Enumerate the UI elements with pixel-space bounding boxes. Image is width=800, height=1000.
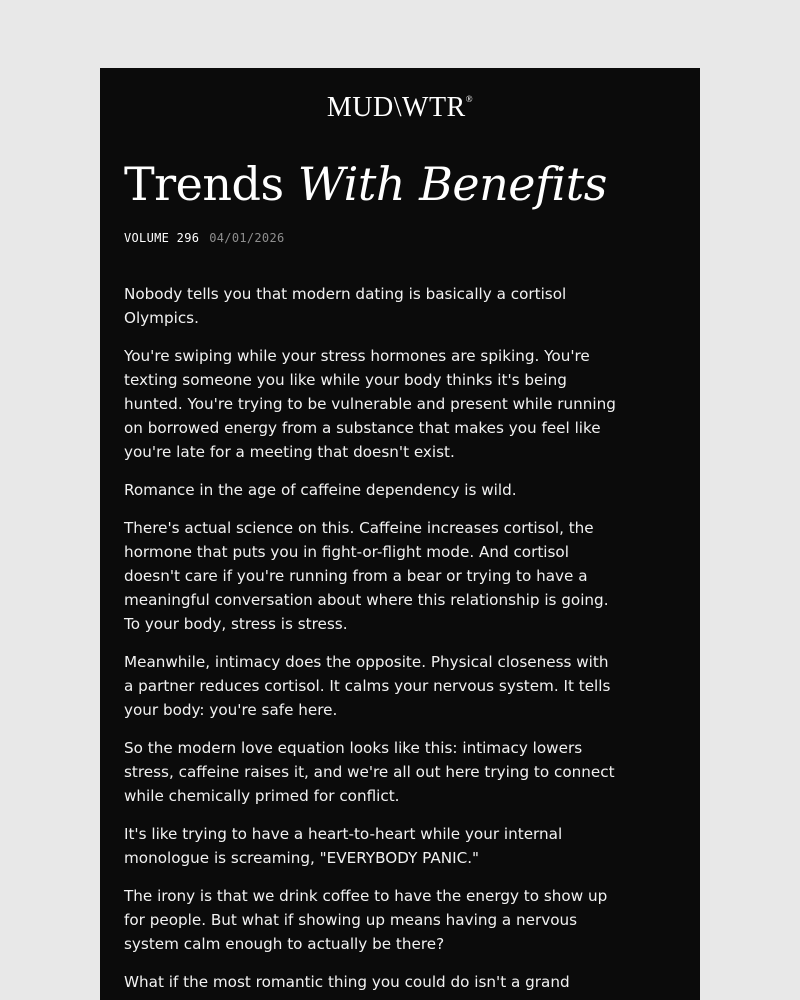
article-paragraph: You're swiping while your stress hormones are spiking. You're texting someone you like while your body thinks it's being hunted. You're trying to be vulnerable and present while running on borrowed energy from a substance that makes you feel like you're late for a meeting that doesn't exist. bbox=[124, 347, 616, 461]
article-paragraph: The irony is that we drink coffee to have the energy to show up for people. But what if showing up means having a nervous system calm enough to actually be there? bbox=[124, 887, 608, 953]
article-paragraph: Meanwhile, intimacy does the opposite. Physical closeness with a partner reduces cortisol. It calms your nervous system. It tells your body: you're safe here. bbox=[124, 653, 611, 719]
volume-label: VOLUME 296 bbox=[124, 231, 200, 245]
issue-date: 04/01/2026 bbox=[209, 231, 285, 245]
article-body bbox=[124, 282, 620, 1000]
title-plain: Trends bbox=[124, 157, 298, 211]
brand-logo[interactable] bbox=[100, 92, 700, 124]
article-paragraph: It's like trying to have a heart-to-heart while your internal monologue is screaming, "EVERYBODY PANIC." bbox=[124, 825, 563, 867]
newsletter-email bbox=[100, 68, 700, 1000]
article-paragraph: So the modern love equation looks like this: intimacy lowers stress, caffeine raises it, and we're all out here trying to connect while chemically primed for conflict. bbox=[124, 739, 615, 805]
brand-logo-text: MUD\WTR bbox=[326, 92, 466, 123]
registered-mark: ® bbox=[465, 94, 474, 104]
article-paragraph: Romance in the age of caffeine dependency is wild. bbox=[124, 481, 517, 499]
article-paragraph: There's actual science on this. Caffeine increases cortisol, the hormone that puts you in fight-or-flight mode. And cortisol doesn't care if you're running from a bear or trying to have a meaningful conversation about where this relationship is going. To your body, stress is stress. bbox=[124, 519, 609, 633]
page-title bbox=[124, 156, 607, 212]
article-paragraph: Nobody tells you that modern dating is basically a cortisol Olympics. bbox=[124, 285, 567, 327]
title-italic: With Benefits bbox=[297, 157, 607, 211]
issue-meta bbox=[124, 231, 285, 245]
article-paragraph: What if the most romantic thing you could do isn't a grand bbox=[124, 973, 570, 991]
